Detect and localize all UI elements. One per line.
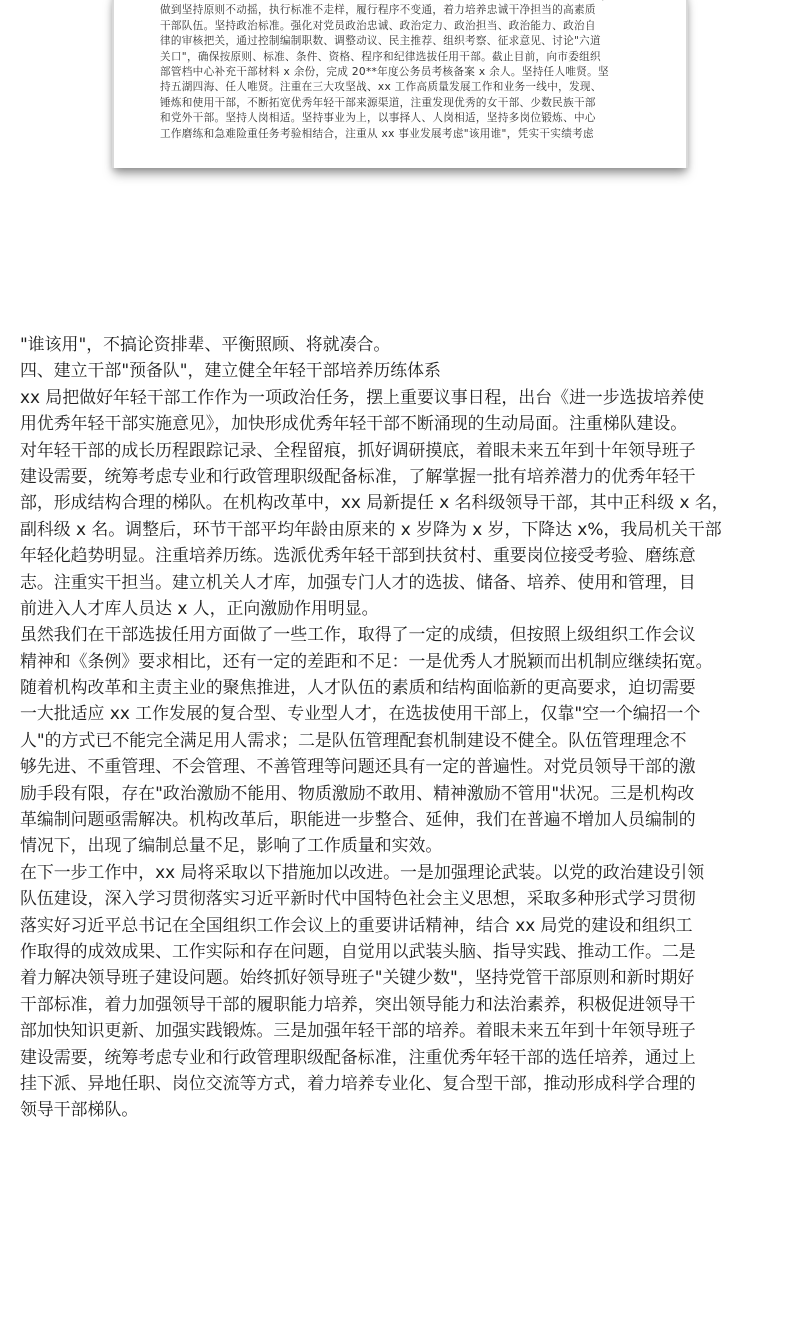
- article-line: 领导干部梯队。: [20, 1099, 139, 1120]
- article-line: 虽然我们在干部选拔任用方面做了一些工作，取得了一定的成绩，但按照上级组织工作会议: [20, 624, 696, 645]
- article-line: 落实好习近平总书记在全国组织工作会议上的重要讲话精神，结合 xx 局党的建设和组织工: [20, 914, 693, 935]
- preview-line: 部管档中心补充干部材料 x 余份，完成 20**年度公务员考核备案 x 余人。坚持任人唯贤。坚: [160, 66, 609, 79]
- preview-line: 关口"，确保按原则、标准、条件、资格、程序和纪律选拔任用干部。截止目前，向市委组织: [160, 50, 601, 63]
- article-line: 人"的方式已不能完全满足用人需求；二是队伍管理配套机制建设不健全。队伍管理理念不: [20, 729, 687, 750]
- preview-line: 做到坚持原则不动摇，执行标准不走样，履行程序不变通，着力培养忠诚干净担当的高素质: [160, 4, 596, 17]
- preview-line: 干部队伍。坚持政治标准。强化对党员政治忠诚、政治定力、政治担当、政治能力、政治自: [160, 19, 596, 32]
- article-line: 建设需要，统筹考虑专业和行政管理职级配备标准，了解掌握一批有培养潜力的优秀年轻干: [20, 465, 696, 486]
- preview-text-block: [160, 0, 660, 142]
- article-line: 队伍建设，深入学习贯彻落实习近平新时代中国特色社会主义思想，采取多种形式学习贯彻: [20, 888, 696, 909]
- article-line: 着力解决领导班子建设问题。始终抓好领导班子"关键少数"，坚持党管干部原则和新时期好: [20, 967, 695, 988]
- article-line: 励手段有限，存在"政治激励不能用、物质激励不敢用、精神激励不管用"状况。三是机构改: [20, 782, 695, 803]
- article-line: 志。注重实干担当。建立机关人才库，加强专门人才的选拔、储备、培养、使用和管理，目: [20, 571, 696, 592]
- preview-line: 持五湖四海、任人唯贤。注重在三大攻坚战、xx 工作高质量发展工作和业务一线中，发现、: [160, 81, 602, 94]
- article-line: 随着机构改革和主责主业的聚焦推进，人才队伍的素质和结构面临新的更高要求，迫切需要: [20, 677, 696, 698]
- article-line: 年轻化趋势明显。注重培养历练。选派优秀年轻干部到扶贫村、重要岗位接受考验、磨练意: [20, 545, 696, 566]
- article-line: 作取得的成效成果、工作实际和存在问题，自觉用以武装头脑、指导实践、推动工作。二是: [20, 940, 696, 961]
- article-line: 一大批适应 xx 工作发展的复合型、专业型人才，在选拔使用干部上，仅靠"空一个编招一个: [20, 703, 701, 724]
- article-line: 部加快知识更新、加强实践锻炼。三是加强年轻干部的培养。着眼未来五年到十年领导班子: [20, 1020, 696, 1041]
- preview-line: 律的审核把关，通过控制编制职数、调整动议、民主推荐、组织考察、征求意见、讨论"六道: [160, 35, 601, 48]
- article-line: 精神和《条例》要求相比，还有一定的差距和不足：一是优秀人才脱颖而出机制应继续拓宽。: [20, 650, 713, 671]
- preview-line: 和党外干部。坚持人岗相适。坚持事业为上，以事择人、人岗相适，坚持多岗位锻炼、中心: [160, 112, 596, 125]
- article-line: 前进入人才库人员达 x 人，正向激励作用明显。: [20, 597, 379, 618]
- article-line: 用优秀年轻干部实施意见》，加快形成优秀年轻干部不断涌现的生动局面。注重梯队建设。: [20, 413, 688, 434]
- article-line: 建设需要，统筹考虑专业和行政管理职级配备标准，注重优秀年轻干部的选任培养，通过上: [20, 1046, 696, 1067]
- article-line: 在下一步工作中，xx 局将采取以下措施加以改进。一是加强理论武装。以党的政治建设引领: [20, 861, 705, 882]
- section-heading: 四、建立干部"预备队"，建立健全年轻干部培养历练体系: [20, 360, 441, 381]
- article-line: 够先进、不重管理、不会管理、不善管理等问题还具有一定的普遍性。对党员领导干部的激: [20, 756, 696, 777]
- article-line: 革编制问题亟需解决。机构改革后，职能进一步整合、延伸，我们在普遍不增加人员编制的: [20, 809, 696, 830]
- article-line: 副科级 x 名。调整后，环节干部平均年龄由原来的 x 岁降为 x 岁，下降达 x%，我局机关干部: [20, 518, 722, 539]
- article-line: 挂下派、异地任职、岗位交流等方式，着力培养专业化、复合型干部，推动形成科学合理的: [20, 1072, 696, 1093]
- article-line: 干部标准，着力加强领导干部的履职能力培养，突出领导能力和法治素养，积极促进领导干: [20, 993, 696, 1014]
- article-line: 对年轻干部的成长历程跟踪记录、全程留痕，抓好调研摸底，着眼未来五年到十年领导班子: [20, 439, 696, 460]
- preview-line: 工作磨练和急难险重任务考验相结合，注重从 xx 事业发展考虑"该用谁"，凭实干实绩考虑: [160, 127, 594, 140]
- article-line: 情况下，出现了编制总量不足，影响了工作质量和实效。: [20, 835, 443, 856]
- article-line: 部，形成结构合理的梯队。在机构改革中，xx 局新提任 x 名科级领导干部，其中正科级 x 名，: [20, 492, 729, 513]
- article-line: "谁该用"，不搞论资排辈、平衡照顾、将就凑合。: [20, 334, 391, 354]
- preview-line: 锤炼和使用干部，不断拓宽优秀年轻干部来源渠道，注重发现优秀的女干部、少数民族干部: [160, 96, 596, 109]
- document-preview-card: [112, 0, 688, 168]
- article-body: [20, 331, 785, 1123]
- article-line: xx 局把做好年轻干部工作作为一项政治任务，摆上重要议事日程，出台《进一步选拔培养使: [20, 386, 705, 407]
